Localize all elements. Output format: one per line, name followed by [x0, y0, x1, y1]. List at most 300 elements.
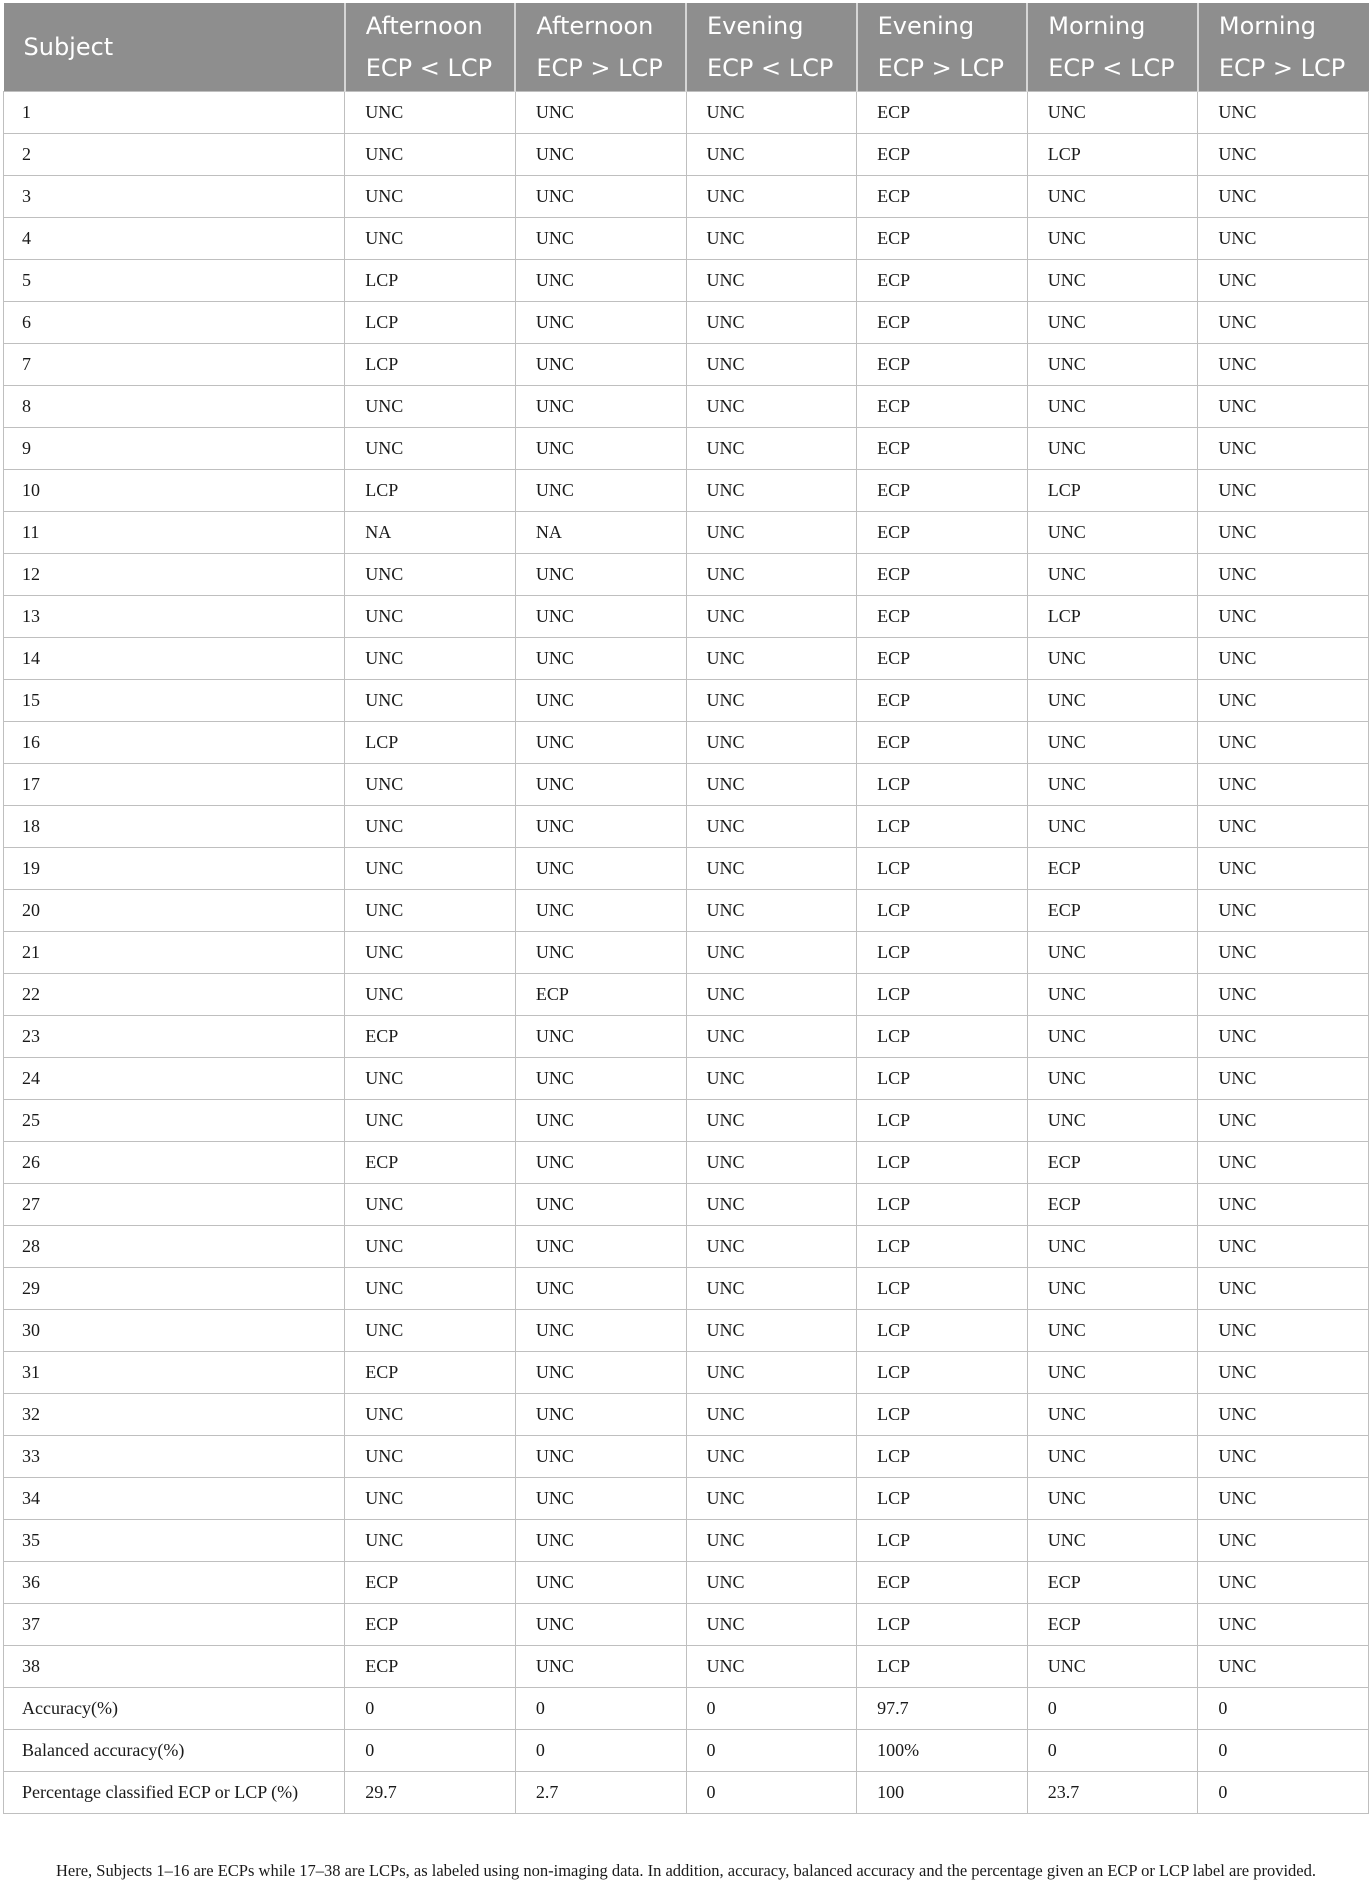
table-cell: 97.7: [857, 1688, 1028, 1730]
table-cell: LCP: [345, 344, 516, 386]
table-header: [4, 3, 1369, 92]
row-label-cell: 29: [4, 1268, 345, 1310]
table-row: [4, 890, 1369, 932]
table-cell: UNC: [1027, 218, 1198, 260]
table-cell: UNC: [515, 1520, 686, 1562]
row-label-cell: 8: [4, 386, 345, 428]
header-label-line2: ECP > LCP: [877, 54, 1004, 82]
table-row: [4, 764, 1369, 806]
table-cell: UNC: [515, 1016, 686, 1058]
table-cell: UNC: [1198, 1226, 1369, 1268]
table-cell: UNC: [515, 1352, 686, 1394]
table-cell: UNC: [1198, 260, 1369, 302]
row-label-cell: 12: [4, 554, 345, 596]
table-cell: UNC: [686, 1478, 857, 1520]
table-cell: UNC: [1027, 974, 1198, 1016]
table-cell: UNC: [686, 722, 857, 764]
table-cell: LCP: [857, 1604, 1028, 1646]
table-row: [4, 1310, 1369, 1352]
table-cell: UNC: [1198, 974, 1369, 1016]
table-cell: UNC: [686, 596, 857, 638]
header-label-line2: ECP < LCP: [1048, 54, 1175, 82]
table-row: [4, 554, 1369, 596]
table-cell: UNC: [686, 302, 857, 344]
header-label-line2: ECP > LCP: [536, 54, 663, 82]
table-cell: LCP: [857, 1184, 1028, 1226]
table-cell: UNC: [515, 1562, 686, 1604]
table-cell: ECP: [857, 92, 1028, 134]
table-cell: UNC: [515, 260, 686, 302]
table-cell: LCP: [1027, 134, 1198, 176]
row-label-cell: 7: [4, 344, 345, 386]
row-label-cell: 34: [4, 1478, 345, 1520]
table-cell: UNC: [686, 1646, 857, 1688]
header-cell: [1027, 3, 1198, 92]
table-cell: NA: [515, 512, 686, 554]
table-cell: ECP: [515, 974, 686, 1016]
classification-results-table: [3, 3, 1369, 1814]
table-cell: 100%: [857, 1730, 1028, 1772]
table-cell: UNC: [1198, 1562, 1369, 1604]
table-row: [4, 260, 1369, 302]
table-cell: UNC: [1027, 428, 1198, 470]
table-cell: UNC: [1027, 1058, 1198, 1100]
table-cell: UNC: [345, 1394, 516, 1436]
row-label-cell: 19: [4, 848, 345, 890]
table-cell: UNC: [1027, 344, 1198, 386]
table-cell: LCP: [857, 1016, 1028, 1058]
table-cell: UNC: [345, 428, 516, 470]
table-cell: LCP: [857, 1058, 1028, 1100]
table-cell: UNC: [1027, 764, 1198, 806]
table-cell: UNC: [1027, 92, 1198, 134]
row-label-cell: 35: [4, 1520, 345, 1562]
table-cell: LCP: [857, 1352, 1028, 1394]
table-cell: UNC: [686, 932, 857, 974]
table-cell: UNC: [1198, 1016, 1369, 1058]
table-cell: UNC: [686, 386, 857, 428]
row-label-cell: Balanced accuracy(%): [4, 1730, 345, 1772]
table-cell: UNC: [1198, 1436, 1369, 1478]
header-label-line1: Morning: [1218, 12, 1317, 40]
table-cell: ECP: [1027, 890, 1198, 932]
table-cell: UNC: [686, 1100, 857, 1142]
table-cell: UNC: [345, 218, 516, 260]
table-cell: ECP: [1027, 1562, 1198, 1604]
table-cell: UNC: [345, 1058, 516, 1100]
table-cell: NA: [345, 512, 516, 554]
table-cell: ECP: [345, 1016, 516, 1058]
table-cell: UNC: [1027, 176, 1198, 218]
table-cell: UNC: [515, 764, 686, 806]
row-label-cell: 22: [4, 974, 345, 1016]
table-cell: UNC: [686, 764, 857, 806]
row-label-cell: 31: [4, 1352, 345, 1394]
table-cell: UNC: [1027, 554, 1198, 596]
row-label-cell: 18: [4, 806, 345, 848]
table-cell: 0: [515, 1730, 686, 1772]
table-cell: UNC: [345, 554, 516, 596]
header-label-line1: Evening: [877, 12, 975, 40]
row-label-cell: 6: [4, 302, 345, 344]
table-row: [4, 1100, 1369, 1142]
table-cell: UNC: [345, 1100, 516, 1142]
table-cell: 100: [857, 1772, 1028, 1814]
row-label-cell: 27: [4, 1184, 345, 1226]
header-cell: [515, 3, 686, 92]
table-cell: ECP: [857, 596, 1028, 638]
table-cell: UNC: [1198, 890, 1369, 932]
table-row: [4, 1520, 1369, 1562]
table-cell: UNC: [515, 596, 686, 638]
table-cell: UNC: [345, 890, 516, 932]
table-row: [4, 1646, 1369, 1688]
table-row: [4, 92, 1369, 134]
table-cell: UNC: [1198, 1520, 1369, 1562]
table-cell: UNC: [686, 218, 857, 260]
table-cell: UNC: [1198, 1478, 1369, 1520]
header-label-line1: Afternoon: [536, 12, 654, 40]
table-cell: ECP: [857, 638, 1028, 680]
table-cell: UNC: [345, 92, 516, 134]
table-cell: UNC: [345, 386, 516, 428]
row-label-cell: Percentage classified ECP or LCP (%): [4, 1772, 345, 1814]
table-cell: ECP: [345, 1142, 516, 1184]
table-cell: LCP: [345, 302, 516, 344]
table-row: [4, 218, 1369, 260]
table-cell: UNC: [345, 134, 516, 176]
table-cell: UNC: [515, 1310, 686, 1352]
header-label-line1: Afternoon: [365, 12, 483, 40]
table-cell: UNC: [1198, 764, 1369, 806]
table-cell: LCP: [345, 470, 516, 512]
header-cell: [345, 3, 516, 92]
header-cell: [686, 3, 857, 92]
table-row: [4, 1058, 1369, 1100]
table-cell: UNC: [515, 218, 686, 260]
table-row: [4, 848, 1369, 890]
table-cell: UNC: [515, 386, 686, 428]
table-cell: ECP: [345, 1604, 516, 1646]
table-cell: UNC: [515, 1646, 686, 1688]
table-cell: LCP: [857, 1394, 1028, 1436]
table-cell: UNC: [515, 806, 686, 848]
table-cell: LCP: [857, 848, 1028, 890]
table-row: [4, 1730, 1369, 1772]
row-label-cell: 10: [4, 470, 345, 512]
header-cell-subject: [4, 3, 345, 92]
table-cell: 0: [1198, 1730, 1369, 1772]
table-cell: ECP: [857, 260, 1028, 302]
table-cell: LCP: [857, 1268, 1028, 1310]
table-cell: UNC: [1027, 1100, 1198, 1142]
table-cell: 0: [1198, 1688, 1369, 1730]
table-cell: UNC: [515, 1100, 686, 1142]
table-cell: UNC: [515, 302, 686, 344]
table-row: [4, 806, 1369, 848]
table-cell: UNC: [1198, 1268, 1369, 1310]
table-row: [4, 1688, 1369, 1730]
table-cell: UNC: [686, 1394, 857, 1436]
table-cell: ECP: [345, 1352, 516, 1394]
table-cell: UNC: [1027, 1226, 1198, 1268]
table-cell: 0: [686, 1688, 857, 1730]
table-cell: LCP: [857, 974, 1028, 1016]
table-cell: UNC: [345, 680, 516, 722]
table-cell: UNC: [686, 1226, 857, 1268]
table-cell: UNC: [1027, 680, 1198, 722]
header-cell: [857, 3, 1028, 92]
row-label-cell: 17: [4, 764, 345, 806]
row-label-cell: 2: [4, 134, 345, 176]
row-label-cell: 30: [4, 1310, 345, 1352]
row-label-cell: 28: [4, 1226, 345, 1268]
table-cell: ECP: [1027, 1142, 1198, 1184]
table-cell: LCP: [1027, 470, 1198, 512]
table-cell: UNC: [515, 92, 686, 134]
table-cell: UNC: [686, 470, 857, 512]
table-cell: UNC: [1198, 932, 1369, 974]
table-row: [4, 680, 1369, 722]
table-cell: UNC: [1027, 1478, 1198, 1520]
table-cell: LCP: [857, 764, 1028, 806]
table-row: [4, 1394, 1369, 1436]
row-label-cell: 24: [4, 1058, 345, 1100]
table-cell: UNC: [686, 1436, 857, 1478]
table-cell: LCP: [857, 1478, 1028, 1520]
table-cell: UNC: [1198, 848, 1369, 890]
table-row: [4, 1016, 1369, 1058]
table-row: [4, 1268, 1369, 1310]
table-cell: UNC: [1198, 1100, 1369, 1142]
table-cell: UNC: [1198, 1646, 1369, 1688]
table-cell: UNC: [1027, 512, 1198, 554]
row-label-cell: 38: [4, 1646, 345, 1688]
table-cell: 0: [515, 1688, 686, 1730]
table-cell: UNC: [515, 1604, 686, 1646]
table-cell: UNC: [515, 1394, 686, 1436]
table-cell: UNC: [345, 638, 516, 680]
header-row: [4, 3, 1369, 92]
table-row: [4, 1184, 1369, 1226]
table-cell: UNC: [515, 554, 686, 596]
table-cell: LCP: [857, 806, 1028, 848]
table-cell: UNC: [345, 806, 516, 848]
table-cell: UNC: [345, 974, 516, 1016]
table-cell: UNC: [1027, 1016, 1198, 1058]
table-cell: UNC: [686, 1520, 857, 1562]
header-label-line2: ECP < LCP: [365, 54, 493, 82]
table-row: [4, 638, 1369, 680]
table-cell: UNC: [686, 260, 857, 302]
table-cell: UNC: [1027, 932, 1198, 974]
table-row: [4, 1772, 1369, 1814]
header-label-line2: ECP < LCP: [707, 54, 834, 82]
table-cell: UNC: [686, 974, 857, 1016]
table-cell: UNC: [515, 428, 686, 470]
table-cell: UNC: [686, 176, 857, 218]
table-cell: ECP: [857, 176, 1028, 218]
table-cell: UNC: [345, 1520, 516, 1562]
table-cell: UNC: [345, 848, 516, 890]
row-label-cell: Accuracy(%): [4, 1688, 345, 1730]
table-cell: UNC: [1027, 1646, 1198, 1688]
table-cell: LCP: [857, 1142, 1028, 1184]
table-cell: UNC: [686, 92, 857, 134]
table-cell: UNC: [1198, 806, 1369, 848]
table-cell: UNC: [1198, 722, 1369, 764]
table-cell: UNC: [1027, 1520, 1198, 1562]
table-cell: UNC: [515, 1226, 686, 1268]
table-cell: UNC: [515, 344, 686, 386]
table-cell: 0: [345, 1730, 516, 1772]
table-cell: 0: [1198, 1772, 1369, 1814]
table-cell: UNC: [1198, 302, 1369, 344]
table-cell: UNC: [686, 680, 857, 722]
row-label-cell: 3: [4, 176, 345, 218]
table-cell: UNC: [1198, 92, 1369, 134]
table-row: [4, 428, 1369, 470]
table-cell: UNC: [515, 134, 686, 176]
table-cell: UNC: [686, 1310, 857, 1352]
table-cell: UNC: [1198, 176, 1369, 218]
table-cell: ECP: [857, 218, 1028, 260]
table-body: [4, 92, 1369, 1814]
table-row: [4, 512, 1369, 554]
table-cell: UNC: [1198, 1394, 1369, 1436]
table-cell: ECP: [1027, 1184, 1198, 1226]
table-row: [4, 1478, 1369, 1520]
row-label-cell: 14: [4, 638, 345, 680]
table-cell: UNC: [686, 638, 857, 680]
header-label-line1: Morning: [1048, 12, 1146, 40]
table-cell: UNC: [345, 176, 516, 218]
table-row: [4, 1562, 1369, 1604]
table-cell: UNC: [345, 596, 516, 638]
table-cell: UNC: [1027, 386, 1198, 428]
table-row: [4, 470, 1369, 512]
table-cell: UNC: [515, 680, 686, 722]
table-cell: 0: [1027, 1730, 1198, 1772]
table-cell: UNC: [1198, 1604, 1369, 1646]
row-label-cell: 1: [4, 92, 345, 134]
header-label-line1: Subject: [23, 33, 114, 61]
table-cell: ECP: [345, 1562, 516, 1604]
table-cell: UNC: [1027, 638, 1198, 680]
table-cell: UNC: [1027, 260, 1198, 302]
table-cell: UNC: [1198, 428, 1369, 470]
table-cell: 0: [686, 1772, 857, 1814]
table-cell: UNC: [1198, 344, 1369, 386]
table-cell: UNC: [515, 1142, 686, 1184]
table-cell: UNC: [345, 1226, 516, 1268]
table-row: [4, 596, 1369, 638]
table-cell: UNC: [515, 848, 686, 890]
table-cell: ECP: [1027, 848, 1198, 890]
table-row: [4, 1352, 1369, 1394]
table-cell: UNC: [1027, 302, 1198, 344]
table-cell: 29.7: [345, 1772, 516, 1814]
table-cell: UNC: [686, 554, 857, 596]
table-cell: 0: [686, 1730, 857, 1772]
table-cell: UNC: [686, 1016, 857, 1058]
table-cell: UNC: [515, 176, 686, 218]
table-cell: UNC: [686, 1184, 857, 1226]
table-cell: LCP: [1027, 596, 1198, 638]
row-label-cell: 25: [4, 1100, 345, 1142]
row-label-cell: 15: [4, 680, 345, 722]
table-cell: ECP: [857, 554, 1028, 596]
table-cell: LCP: [345, 722, 516, 764]
table-cell: ECP: [857, 344, 1028, 386]
table-cell: UNC: [1027, 1352, 1198, 1394]
table-row: [4, 932, 1369, 974]
table-row: [4, 1142, 1369, 1184]
table-cell: ECP: [1027, 1604, 1198, 1646]
table-cell: ECP: [857, 680, 1028, 722]
table-cell: 23.7: [1027, 1772, 1198, 1814]
row-label-cell: 5: [4, 260, 345, 302]
table-cell: UNC: [515, 1436, 686, 1478]
table-row: [4, 302, 1369, 344]
table-row: [4, 722, 1369, 764]
table-cell: UNC: [515, 722, 686, 764]
table-cell: UNC: [686, 134, 857, 176]
table-row: [4, 176, 1369, 218]
table-cell: ECP: [857, 512, 1028, 554]
table-cell: UNC: [1198, 218, 1369, 260]
table-cell: UNC: [1198, 596, 1369, 638]
table-cell: UNC: [515, 1184, 686, 1226]
table-cell: UNC: [515, 1268, 686, 1310]
table-cell: UNC: [686, 1352, 857, 1394]
table-cell: UNC: [686, 806, 857, 848]
table-cell: UNC: [1198, 470, 1369, 512]
row-label-cell: 37: [4, 1604, 345, 1646]
table-cell: UNC: [1198, 1352, 1369, 1394]
table-cell: UNC: [686, 848, 857, 890]
row-label-cell: 20: [4, 890, 345, 932]
table-cell: LCP: [345, 260, 516, 302]
table-cell: UNC: [686, 428, 857, 470]
table-cell: UNC: [515, 638, 686, 680]
table-cell: UNC: [1198, 1310, 1369, 1352]
table-cell: UNC: [1027, 1436, 1198, 1478]
table-cell: UNC: [1198, 386, 1369, 428]
table-cell: UNC: [1198, 554, 1369, 596]
table-cell: UNC: [686, 1142, 857, 1184]
table-cell: UNC: [345, 1478, 516, 1520]
row-label-cell: 16: [4, 722, 345, 764]
table-cell: UNC: [1027, 1268, 1198, 1310]
table-cell: UNC: [515, 932, 686, 974]
table-row: [4, 1604, 1369, 1646]
header-label-line1: Evening: [707, 12, 804, 40]
table-row: [4, 134, 1369, 176]
table-cell: UNC: [515, 470, 686, 512]
table-cell: UNC: [1027, 1394, 1198, 1436]
table-cell: 2.7: [515, 1772, 686, 1814]
results-table-container: [3, 3, 1369, 1814]
table-cell: ECP: [857, 386, 1028, 428]
row-label-cell: 23: [4, 1016, 345, 1058]
table-footnote: Here, Subjects 1–16 are ECPs while 17–38 are LCPs, as labeled using non-imaging data. In addition, accuracy, balanced accuracy and the percentage given an ECP or LCP label are provided.: [55, 1861, 1316, 1880]
row-label-cell: 4: [4, 218, 345, 260]
table-cell: UNC: [1198, 1184, 1369, 1226]
table-cell: UNC: [345, 1310, 516, 1352]
table-cell: UNC: [345, 1268, 516, 1310]
table-cell: UNC: [686, 512, 857, 554]
